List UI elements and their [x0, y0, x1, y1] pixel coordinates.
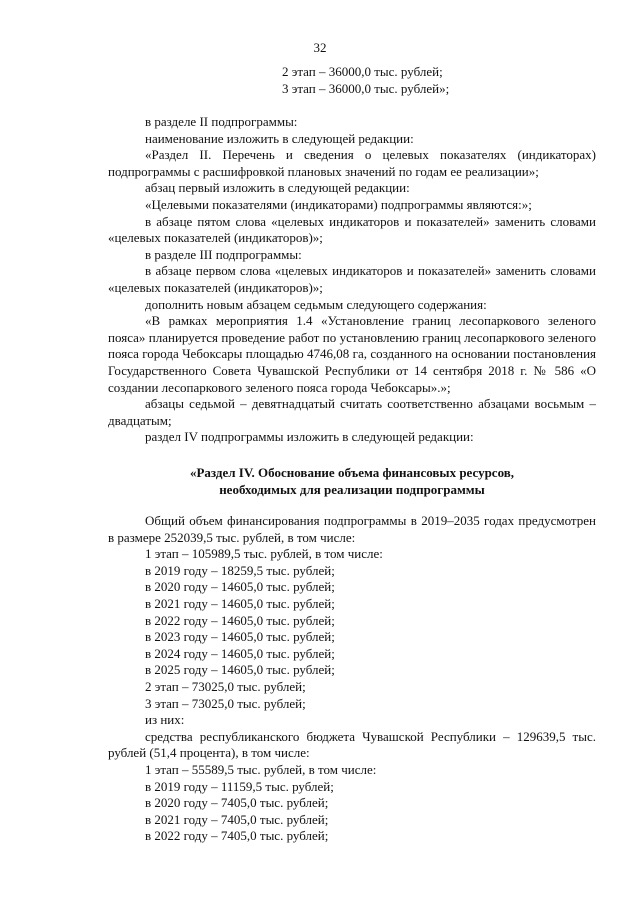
amendments-body [108, 114, 596, 446]
financing-line: 3 этап – 73025,0 тыс. рублей; [145, 695, 306, 711]
section4-heading [108, 465, 596, 498]
financing-line: 2 этап – 73025,0 тыс. рублей; [145, 678, 306, 694]
para1-text: «Целевыми показателями (индикаторами) подпрограммы являются:»; [145, 196, 532, 212]
renumber-paragraphs: абзацы седьмой – девятнадцатый считать соответственно абзацами восьмым – двадцатым; [108, 396, 596, 428]
section2-intro: в разделе II подпрограммы: [145, 114, 298, 129]
stage-line: 3 этап – 36000,0 тыс. рублей»; [282, 80, 450, 96]
republic-line: в 2020 году – 7405,0 тыс. рублей; [145, 795, 329, 811]
heading-line-1: «Раздел IV. Обоснование объема финансовых ресурсов, [189, 465, 515, 480]
financing-line: в 2021 году – 14605,0 тыс. рублей; [145, 595, 335, 611]
rename-intro: наименование изложить в следующей редакции: [145, 130, 414, 146]
section4-intro: раздел IV подпрограммы изложить в следующей редакции: [145, 429, 474, 445]
top-stage-lines [282, 64, 449, 97]
financing-line: в 2024 году – 14605,0 тыс. рублей; [145, 645, 335, 661]
section2-new-title: «Раздел II. Перечень и сведения о целевых показателях (индикаторах) подпрограммы с расшифровкой плановых значений по годам ее реализации»; [108, 147, 596, 179]
republic-lines [108, 762, 596, 845]
heading-line-2: необходимых для реализации подпрограммы [219, 481, 485, 497]
financing-line: в 2022 году – 14605,0 тыс. рублей; [145, 612, 335, 628]
financing-line: в 2023 году – 14605,0 тыс. рублей; [145, 629, 335, 645]
republic-line: в 2021 году – 7405,0 тыс. рублей; [145, 811, 329, 827]
new-para-text: «В рамках мероприятия 1.4 «Установление границ лесопаркового зеленого пояса» планируется проведение работ по установлению границ лесопаркового зеленого пояса города Чебоксары площадью 4746,08 га, созданного на основании постановления Государственного Совета Чувашской Республики от 14 сентября 2018 г. № 586 «О создании лесопаркового зеленого пояса города Чебоксары».»; [108, 313, 596, 395]
republic-line: в 2022 году – 7405,0 тыс. рублей; [145, 828, 329, 844]
new-para-intro: дополнить новым абзацем седьмым следующего содержания: [145, 296, 487, 312]
financing-line: в 2025 году – 14605,0 тыс. рублей; [145, 662, 335, 678]
republic-line: в 2019 году – 11159,5 тыс. рублей; [145, 778, 334, 794]
para1-intro: абзац первый изложить в следующей редакции: [145, 180, 410, 196]
republic-budget: средства республиканского бюджета Чувашской Республики – 129639,5 тыс. рублей (51,4 процента), в том числе: [108, 728, 596, 761]
section3-para1-change: в абзаце первом слова «целевых индикаторов и показателей» заменить словами «целевых показателей (индикаторов)»; [108, 263, 596, 295]
financing-line: из них: [145, 712, 185, 728]
financing-lines [108, 546, 596, 729]
para5-change: в абзаце пятом слова «целевых индикаторов и показателей» заменить словами «целевых показателей (индикаторов)»; [108, 213, 596, 246]
financing-line: в 2020 году – 14605,0 тыс. рублей; [145, 579, 335, 595]
financing-line: в 2019 году – 18259,5 тыс. рублей; [145, 562, 335, 578]
republic-line: 1 этап – 55589,5 тыс. рублей, в том числе: [145, 761, 377, 777]
stage-line: 2 этап – 36000,0 тыс. рублей; [282, 64, 443, 79]
financing-total: Общий объем финансирования подпрограммы в 2019–2035 годах предусмотрен в размере 252039,5 тыс. рублей, в том числе: [108, 513, 596, 545]
section3-intro: в разделе III подпрограммы: [145, 246, 302, 262]
financing-body [108, 513, 596, 845]
page-number: 32 [313, 40, 327, 55]
financing-line: 1 этап – 105989,5 тыс. рублей, в том числе: [145, 546, 383, 562]
